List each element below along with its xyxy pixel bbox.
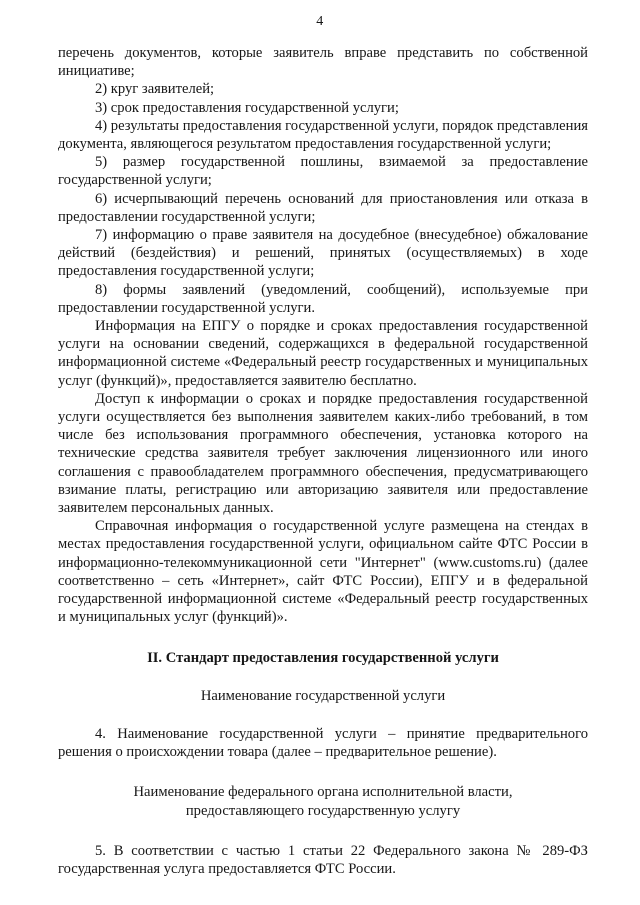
list-item: 4) результаты предоставления государственной услуги, порядок представления документа, являющегося результатом предоставления государственной услуги; <box>58 117 588 153</box>
paragraph: Справочная информация о государственной услуге размещена на стендах в местах предоставления государственной услуги, официальном сайте ФТС России в информационно-телекоммуникационной сети "Интернет" (www.customs.ru) (далее соответственно – сеть «Интернет», сайт ФТС России), ЕПГУ и в федеральной государственной информационной системе «Федеральный реестр государственных и муниципальных услуг (функций)». <box>58 518 588 626</box>
list-item: 6) исчерпывающий перечень оснований для приостановления или отказа в предоставлении государственной услуги; <box>58 190 588 225</box>
subheading-federal-body <box>58 783 588 819</box>
paragraph-5: 5. В соответствии с частью 1 статьи 22 Федерального закона № 289-ФЗ государственная услуга предоставляется ФТС России. <box>58 842 588 877</box>
document-body <box>58 44 588 878</box>
paragraph: Информация на ЕПГУ о порядке и сроках предоставления государственной услуги на основании сведений, содержащихся в федеральной государственной информационной системе «Федеральный реестр государственных и муниципальных услуг (функций)», предоставляется заявителю бесплатно. <box>58 318 588 389</box>
list-item: 3) срок предоставления государственной услуги; <box>95 99 399 116</box>
page-number: 4 <box>316 14 324 29</box>
paragraph-4: 4. Наименование государственной услуги – принятие предварительного решения о происхождении товара (далее – предварительное решение). <box>58 725 588 761</box>
subheading-service-name: Наименование государственной услуги <box>200 687 446 704</box>
subheading-line: предоставляющего государственную услугу <box>185 802 461 819</box>
list-item: 2) круг заявителей; <box>95 81 215 98</box>
list-item: 7) информацию о праве заявителя на досудебное (внесудебное) обжалование действий (бездействия) и решений, принятых (осуществляемых) в ходе предоставления государственной услуги; <box>58 227 588 280</box>
list-item: 8) формы заявлений (уведомлений, сообщений), используемые при предоставлении государственной услуги. <box>58 281 588 316</box>
subheading-line: Наименование федерального органа исполнительной власти, <box>133 784 513 801</box>
paragraph: перечень документов, которые заявитель вправе представить по собственной инициативе; <box>58 45 588 80</box>
section-heading: II. Стандарт предоставления государственной услуги <box>147 649 499 666</box>
list-item: 5) размер государственной пошлины, взимаемой за предоставление государственной услуги; <box>58 154 588 189</box>
paragraph: Доступ к информации о сроках и порядке предоставления государственной услуги осуществляется без выполнения заявителем каких-либо требований, в том числе без использования программного обеспечения, установка которого на технические средства заявителя требует заключения лицензионного или иного соглашения с правообладателем программного обеспечения, предусматривающего взимание платы, регистрацию или авторизацию заявителя или предоставление заявителем персональных данных. <box>58 390 588 517</box>
